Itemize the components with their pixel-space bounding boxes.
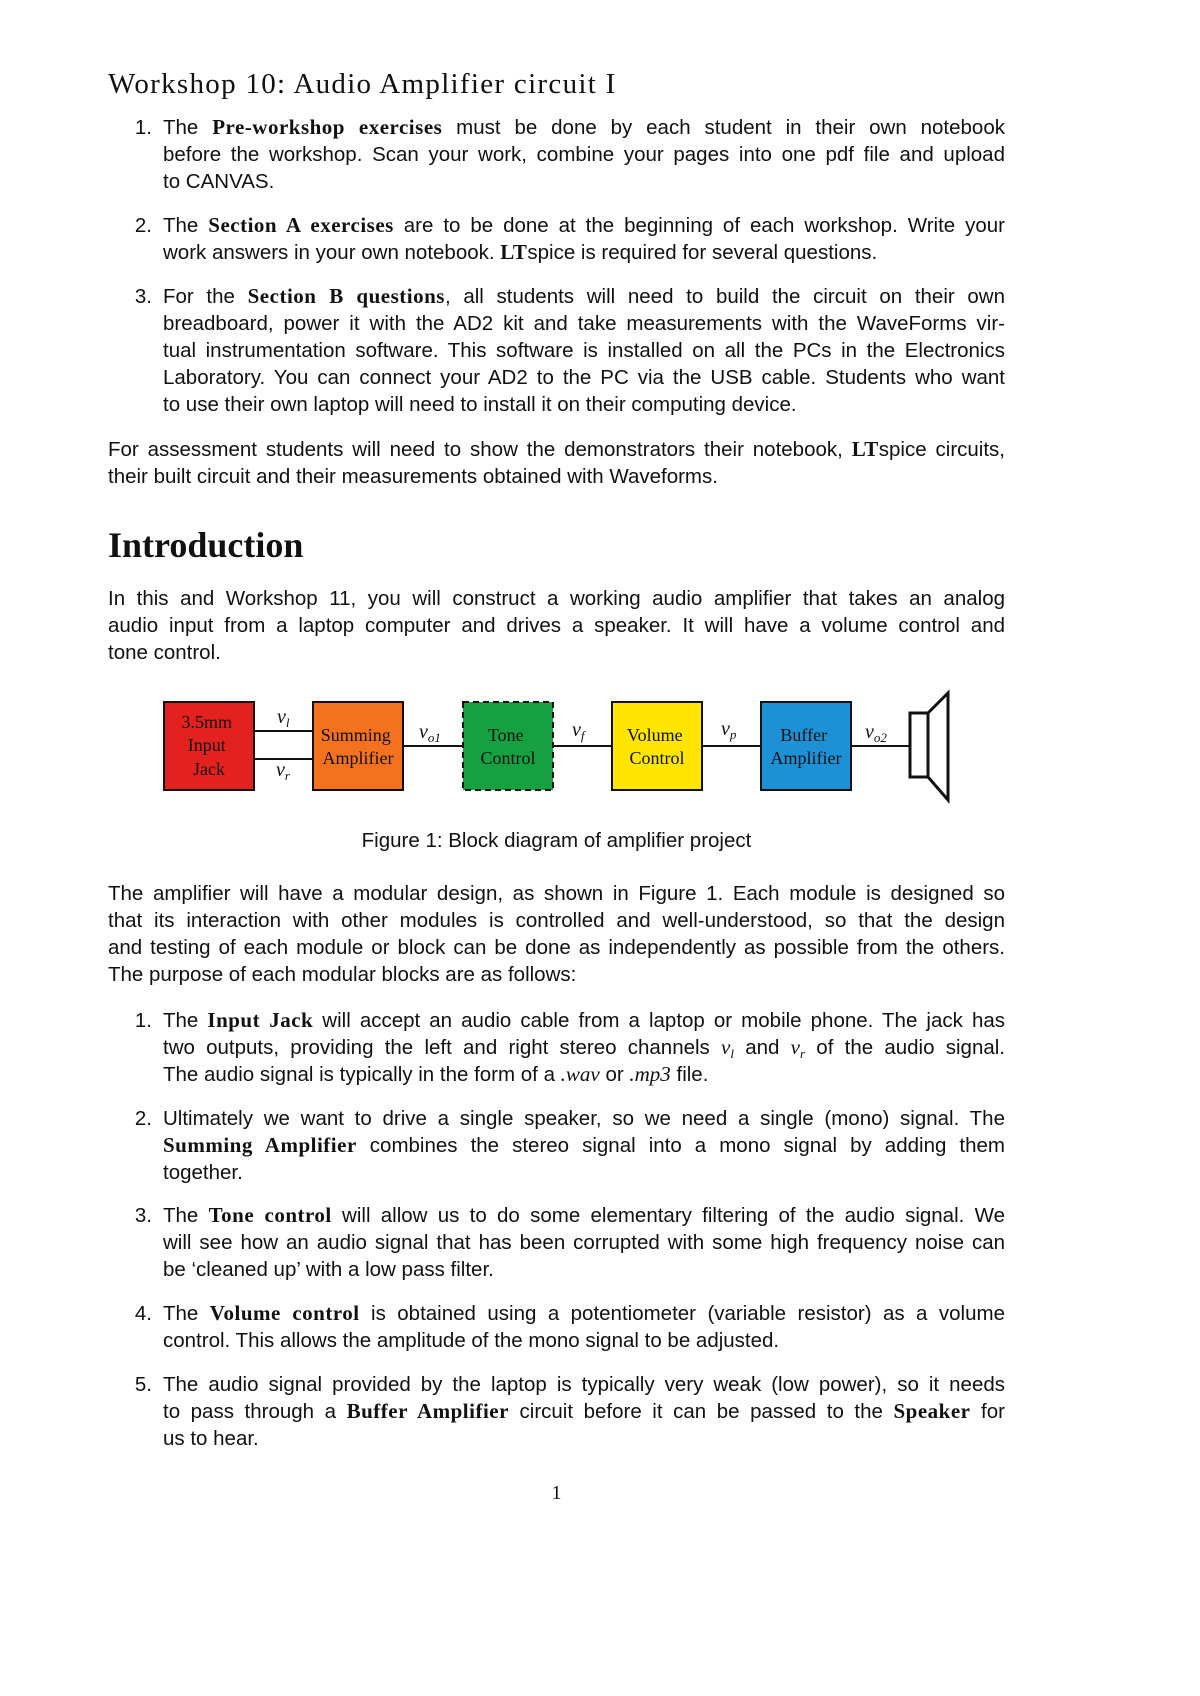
signal-symbol: v bbox=[721, 718, 730, 740]
block-box bbox=[463, 702, 553, 790]
text-line bbox=[163, 1425, 1005, 1452]
signal-subscript: o2 bbox=[873, 730, 887, 745]
signal-subscript: l bbox=[285, 715, 290, 730]
speaker-magnet bbox=[910, 713, 928, 777]
block-label-line: Summing bbox=[320, 725, 391, 745]
item-text bbox=[163, 1371, 1005, 1452]
signal-label-vl bbox=[277, 706, 290, 730]
block-input-jack bbox=[164, 702, 254, 790]
text-run: The bbox=[163, 1302, 210, 1325]
item-text bbox=[163, 283, 1005, 418]
text-run: , all students will need to build the circuit on their own bbox=[444, 285, 1005, 308]
item-text bbox=[163, 1300, 1005, 1354]
text-run: their built circuit and their measurements obtained with Waveforms. bbox=[108, 465, 718, 488]
item-text bbox=[163, 114, 1005, 195]
text-run: The bbox=[163, 1204, 209, 1227]
item-text bbox=[163, 1007, 1005, 1088]
signal-label-vr bbox=[276, 759, 291, 783]
bold-term: Buffer Amplifier bbox=[346, 1399, 509, 1423]
bold-term: LT bbox=[851, 437, 879, 461]
signal-symbol: v bbox=[572, 719, 581, 741]
list-number: 1. bbox=[134, 116, 152, 139]
signal-symbol: v bbox=[865, 721, 874, 743]
text-line bbox=[108, 961, 1005, 988]
text-run: The audio signal provided by the laptop is typically very weak (low power), so it needs bbox=[163, 1373, 1005, 1396]
signal-symbol: v bbox=[419, 721, 428, 743]
text-line bbox=[163, 283, 1005, 310]
signal-subscript: p bbox=[729, 727, 737, 742]
text-line bbox=[108, 585, 1005, 612]
block-label-line: 3.5mm bbox=[181, 712, 233, 732]
text-line bbox=[163, 310, 1005, 337]
introduction-paragraph bbox=[108, 585, 1005, 666]
figure-caption: Figure 1: Block diagram of amplifier project bbox=[361, 829, 752, 852]
assessment-paragraph bbox=[108, 436, 1005, 490]
text-run: The amplifier will have a modular design, as shown in Figure 1. Each module is designed so bbox=[108, 882, 1005, 905]
text-run: The bbox=[163, 1009, 208, 1032]
text-run: The audio signal is typically in the form of a bbox=[163, 1063, 561, 1086]
block-label-line: Buffer bbox=[780, 725, 828, 745]
text-line bbox=[163, 168, 1005, 195]
block-diagram bbox=[0, 686, 1200, 810]
text-run: Ultimately we want to drive a single speaker, so we need a single (mono) signal. The bbox=[163, 1107, 1005, 1130]
text-line bbox=[108, 934, 1005, 961]
bold-term: Speaker bbox=[893, 1399, 971, 1423]
page-number: 1 bbox=[551, 1482, 562, 1504]
text-line bbox=[163, 1256, 1005, 1283]
bold-term: Tone control bbox=[208, 1203, 332, 1227]
text-line bbox=[108, 612, 1005, 639]
text-run: is obtained using a potentiometer (variable resistor) as a volume bbox=[359, 1302, 1005, 1325]
list-number: 1. bbox=[134, 1009, 152, 1032]
bold-term: Volume control bbox=[209, 1301, 360, 1325]
math-symbol: $v_l$ bbox=[721, 1035, 734, 1061]
block-summing-amplifier bbox=[313, 702, 403, 790]
signal-subscript: r bbox=[284, 768, 290, 783]
text-line bbox=[163, 212, 1005, 239]
bold-term: Section B questions bbox=[247, 284, 445, 308]
text-line bbox=[163, 337, 1005, 364]
block-label-line: Control bbox=[629, 748, 685, 768]
text-line bbox=[163, 1034, 1005, 1061]
text-run: before the workshop. Scan your work, combine your pages into one pdf file and upload bbox=[163, 143, 1005, 166]
block-label-line: Amplifier bbox=[770, 748, 842, 768]
text-line bbox=[163, 1300, 1005, 1327]
item-text bbox=[163, 1202, 1005, 1283]
text-line bbox=[163, 1327, 1005, 1354]
text-run: to pass through a bbox=[163, 1400, 347, 1423]
text-run: tual instrumentation software. This software is installed on all the PCs in the Electronics bbox=[163, 339, 1005, 362]
text-run: that its interaction with other modules is controlled and well-understood, so that the design bbox=[108, 909, 1005, 932]
text-run: For assessment students will need to show the demonstrators their notebook, bbox=[108, 438, 852, 461]
text-run: to use their own laptop will need to install it on their computing device. bbox=[163, 393, 797, 416]
list-number: 2. bbox=[134, 214, 152, 237]
text-line bbox=[108, 463, 1005, 490]
block-label-line: Amplifier bbox=[322, 748, 394, 768]
text-run: The purpose of each modular blocks are as follows: bbox=[108, 963, 577, 986]
text-line bbox=[108, 907, 1005, 934]
signal-subscript: f bbox=[580, 728, 585, 743]
bold-term: LT bbox=[500, 240, 528, 264]
text-run: will allow us to do some elementary filtering of the audio signal. We bbox=[331, 1204, 1005, 1227]
text-run: and bbox=[734, 1036, 791, 1059]
text-line bbox=[108, 639, 1005, 666]
text-run: In this and Workshop 11, you will construct a working audio amplifier that takes an analog bbox=[108, 587, 1005, 610]
block-label-line: Input bbox=[187, 735, 226, 755]
text-line bbox=[163, 239, 1005, 266]
math-subscript: l bbox=[730, 1045, 734, 1061]
text-run: circuit before it can be passed to the bbox=[508, 1400, 894, 1423]
text-run: For the bbox=[163, 285, 248, 308]
text-run: spice circuits, bbox=[878, 438, 1005, 461]
text-run: will see how an audio signal that has been corrupted with some high frequency noise can bbox=[163, 1231, 1005, 1254]
text-line bbox=[163, 1398, 1005, 1425]
speaker-icon bbox=[910, 693, 948, 800]
list-number: 4. bbox=[134, 1302, 152, 1325]
text-line bbox=[163, 114, 1005, 141]
text-run: work answers in your own notebook. bbox=[163, 241, 501, 264]
text-run: combines the stereo signal into a mono signal by adding them bbox=[356, 1134, 1005, 1157]
list-number: 5. bbox=[134, 1373, 152, 1396]
bold-term: Section A exercises bbox=[208, 213, 394, 237]
text-run: will accept an audio cable from a laptop or mobile phone. The jack has bbox=[313, 1009, 1005, 1032]
bold-term: Pre-workshop exercises bbox=[212, 115, 443, 139]
block-label-line: Tone bbox=[487, 725, 524, 745]
signal-label-vp bbox=[721, 718, 737, 742]
text-run: control. This allows the amplitude of the mono signal to be adjusted. bbox=[163, 1329, 780, 1352]
text-run: audio input from a laptop computer and drives a speaker. It will have a volume control and bbox=[108, 614, 1005, 637]
text-run: two outputs, providing the left and right stereo channels bbox=[163, 1036, 722, 1059]
text-run: be ‘cleaned up’ with a low pass filter. bbox=[163, 1258, 494, 1281]
text-run: to CANVAS. bbox=[163, 170, 275, 193]
text-run: and testing of each module or block can be done as independently as possible from the others. bbox=[108, 936, 1005, 959]
page-title: Workshop 10: Audio Amplifier circuit I bbox=[108, 68, 617, 100]
item-text bbox=[163, 212, 1005, 266]
section-heading-introduction: Introduction bbox=[108, 525, 304, 565]
block-box bbox=[612, 702, 702, 790]
text-line bbox=[163, 391, 1005, 418]
italic-term: .mp3 bbox=[629, 1062, 671, 1086]
speaker-cone bbox=[928, 693, 948, 800]
text-run: of the audio signal. bbox=[805, 1036, 1005, 1059]
text-run: tone control. bbox=[108, 641, 221, 664]
text-line bbox=[108, 880, 1005, 907]
block-tone-control bbox=[463, 702, 553, 790]
text-run: or bbox=[599, 1063, 630, 1086]
signal-subscript: o1 bbox=[427, 730, 441, 745]
text-line bbox=[163, 1159, 1005, 1186]
text-run: for bbox=[970, 1400, 1005, 1423]
block-box bbox=[313, 702, 403, 790]
block-volume-control bbox=[612, 702, 702, 790]
item-text bbox=[163, 1105, 1005, 1186]
text-line bbox=[163, 364, 1005, 391]
text-line bbox=[163, 141, 1005, 168]
list-number: 3. bbox=[134, 285, 152, 308]
signal-label-vo1 bbox=[419, 721, 441, 745]
signal-symbol: v bbox=[277, 706, 286, 728]
block-label-line: Volume bbox=[626, 725, 683, 745]
italic-term: .wav bbox=[560, 1062, 600, 1086]
text-line bbox=[163, 1105, 1005, 1132]
text-run: The bbox=[163, 116, 213, 139]
text-line bbox=[163, 1229, 1005, 1256]
text-run: breadboard, power it with the AD2 kit and take measurements with the WaveForms vir- bbox=[163, 312, 1005, 335]
text-line bbox=[163, 1007, 1005, 1034]
text-run: are to be done at the beginning of each workshop. Write your bbox=[393, 214, 1005, 237]
block-label-line: Jack bbox=[193, 759, 225, 779]
block-buffer-amplifier bbox=[761, 702, 851, 790]
text-run: file. bbox=[670, 1063, 709, 1086]
text-run: together. bbox=[163, 1161, 243, 1184]
text-run: Laboratory. You can connect your AD2 to the PC via the USB cable. Students who want bbox=[163, 366, 1005, 389]
signal-label-vo2 bbox=[865, 721, 887, 745]
text-run: spice is required for several questions. bbox=[527, 241, 878, 264]
math-symbol: $v_r$ bbox=[790, 1035, 806, 1061]
list-number: 3. bbox=[134, 1204, 152, 1227]
text-line bbox=[163, 1371, 1005, 1398]
text-run: The bbox=[163, 214, 209, 237]
bold-term: Summing Amplifier bbox=[163, 1133, 357, 1157]
math-subscript: r bbox=[800, 1045, 806, 1061]
text-run: must be done by each student in their own notebook bbox=[442, 116, 1005, 139]
text-line bbox=[108, 436, 1005, 463]
text-line bbox=[163, 1132, 1005, 1159]
text-line bbox=[163, 1061, 1005, 1088]
list-number: 2. bbox=[134, 1107, 152, 1130]
block-box bbox=[761, 702, 851, 790]
modules-intro-paragraph bbox=[108, 880, 1005, 988]
block-label-line: Control bbox=[480, 748, 536, 768]
text-line bbox=[163, 1202, 1005, 1229]
signal-symbol: v bbox=[276, 759, 285, 781]
text-run: us to hear. bbox=[163, 1427, 259, 1450]
bold-term: Input Jack bbox=[207, 1008, 314, 1032]
signal-label-vf bbox=[572, 719, 587, 743]
